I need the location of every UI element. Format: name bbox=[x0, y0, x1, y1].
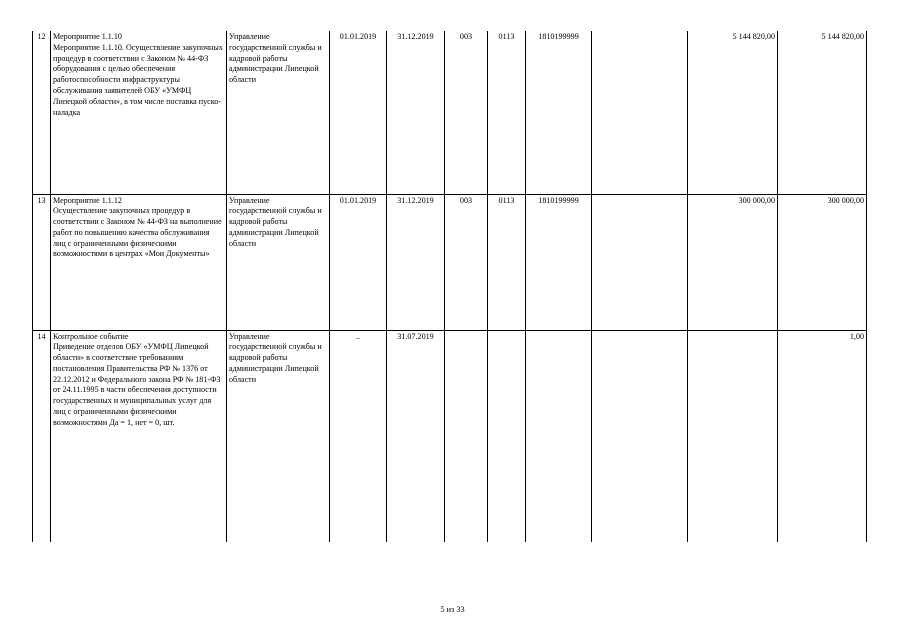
amount-total-cell: 300 000,00 bbox=[778, 194, 867, 330]
rzpr-code-cell bbox=[488, 330, 526, 542]
csr-code-cell bbox=[526, 330, 592, 542]
vr-code-cell bbox=[592, 330, 688, 542]
executor-cell: Управление государственной службы и кадровой работы администрации Липецкой области bbox=[227, 330, 330, 542]
amount-total-cell: 5 144 820,00 bbox=[778, 31, 867, 194]
measure-description: Приведение отделов ОБУ «УМФЦ Липецкой области» в соответствие требованиям постановления Правительства РФ № 1376 от 22.12.2012 и Федерального закона РФ № 181-ФЗ от 24.11.1995 в части обеспечения доступности государственных и муниципальных услуг для лиц с ограниченными физическими возможностями Да = 1, нет = 0, шт. bbox=[53, 342, 221, 427]
measure-name-cell bbox=[51, 330, 227, 542]
vr-code-cell bbox=[592, 194, 688, 330]
start-date-cell: 01.01.2019 bbox=[330, 194, 387, 330]
amount-total-cell: 1,00 bbox=[778, 330, 867, 542]
end-date-cell: 31.12.2019 bbox=[387, 31, 445, 194]
amount-plan-cell: 300 000,00 bbox=[688, 194, 778, 330]
rzpr-code-cell: 0113 bbox=[488, 31, 526, 194]
grbs-code-cell: 003 bbox=[445, 194, 488, 330]
measure-title: Контрольное событие bbox=[53, 331, 129, 341]
start-date-cell: .. bbox=[330, 330, 387, 542]
end-date-cell: 31.12.2019 bbox=[387, 194, 445, 330]
row-number: 14 bbox=[33, 330, 51, 542]
executor-cell: Управление государственной службы и кадровой работы администрации Липецкой области bbox=[227, 194, 330, 330]
measure-title: Мероприятие 1.1.10 bbox=[53, 32, 122, 41]
start-date-cell: 01.01.2019 bbox=[330, 31, 387, 194]
end-date-cell: 31.07.2019 bbox=[387, 330, 445, 542]
document-table-area bbox=[32, 31, 866, 542]
measure-title: Мероприятие 1.1.12 bbox=[53, 195, 122, 205]
measures-table bbox=[32, 31, 867, 542]
amount-plan-cell bbox=[688, 330, 778, 542]
rzpr-code-cell: 0113 bbox=[488, 194, 526, 330]
measure-name-cell bbox=[51, 194, 227, 330]
grbs-code-cell: 003 bbox=[445, 31, 488, 194]
page-number: 5 из 33 bbox=[440, 605, 465, 614]
amount-plan-cell: 5 144 820,00 bbox=[688, 31, 778, 194]
measure-description: Осуществление закупочных процедур в соответствии с Законом № 44-ФЗ на выполнение работ по повышению качества обслуживания лиц с ограниченными физическими возможностями в центрах «Мои Документы» bbox=[53, 206, 222, 259]
csr-code-cell: 1810199999 bbox=[526, 194, 592, 330]
measure-description: Мероприятие 1.1.10. Осуществление закупочных процедур в соответствии с Законом № 44-ФЗ оборудования с целью обеспечения работоспособности инфраструктуры обслуживания заявителей ОБУ «УМФЦ Липецкой области», в том числе поставка пуско-наладка bbox=[53, 42, 223, 117]
table-row bbox=[33, 194, 867, 330]
csr-code-cell: 1810199999 bbox=[526, 31, 592, 194]
table-row bbox=[33, 330, 867, 542]
row-number: 12 bbox=[33, 31, 51, 194]
vr-code-cell bbox=[592, 31, 688, 194]
table-row bbox=[33, 31, 867, 194]
row-number: 13 bbox=[33, 194, 51, 330]
measure-name-cell bbox=[51, 31, 227, 194]
grbs-code-cell bbox=[445, 330, 488, 542]
executor-cell: Управление государственной службы и кадровой работы администрации Липецкой области bbox=[227, 31, 330, 194]
